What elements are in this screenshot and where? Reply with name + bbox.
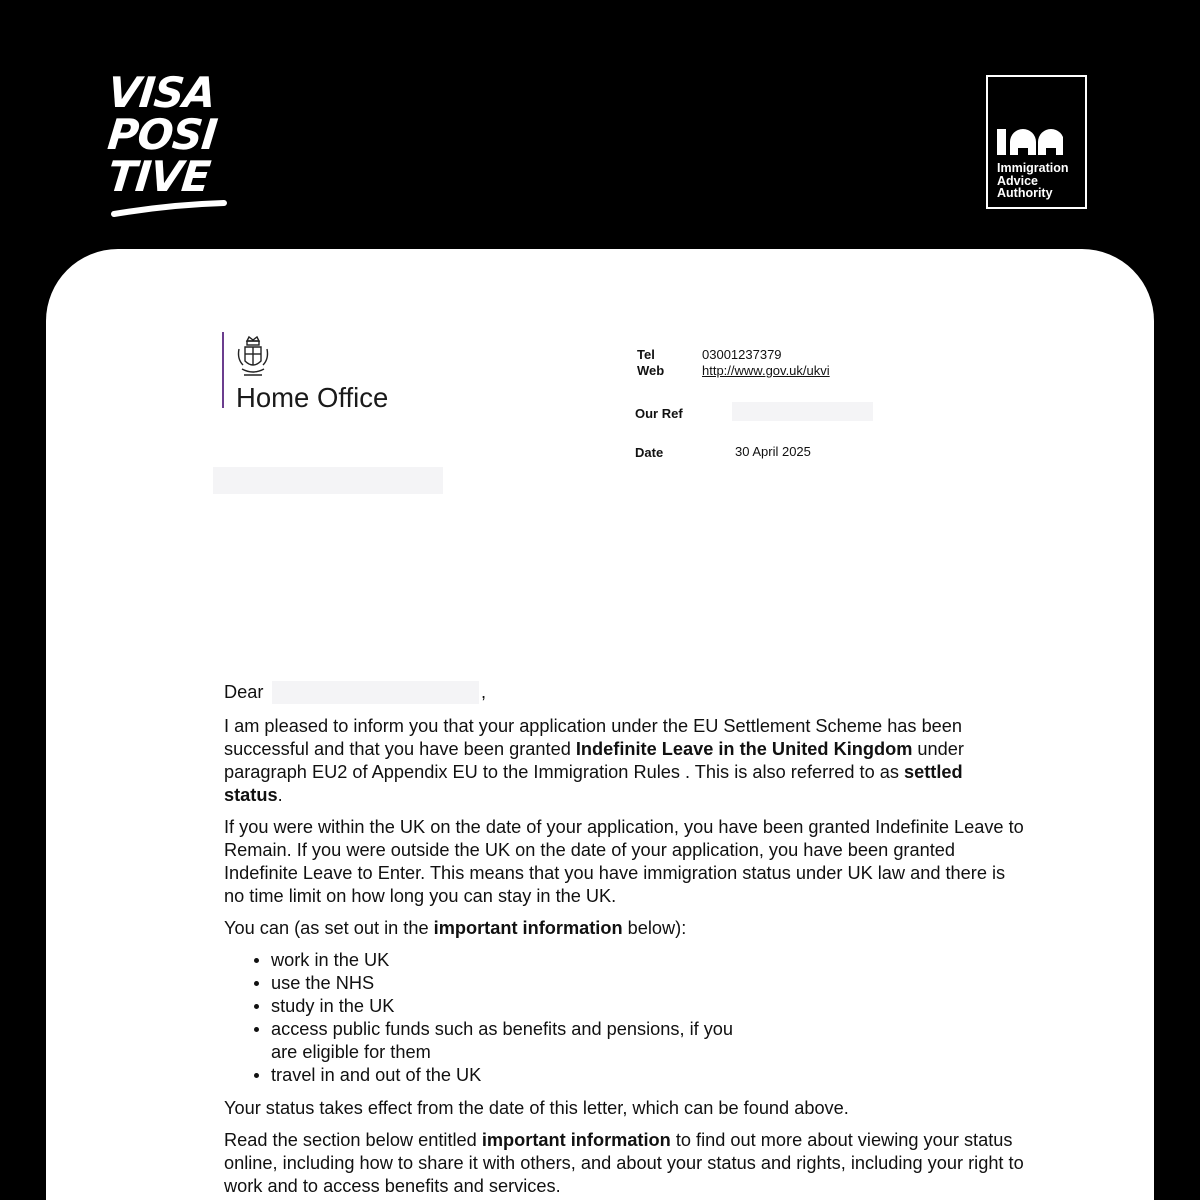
salutation-text: Dear: [224, 682, 264, 702]
ref-redaction: [732, 402, 873, 421]
department-name: Home Office: [236, 382, 389, 413]
paragraph-effective: Your status takes effect from the date of this letter, which can be found above.: [224, 1098, 849, 1118]
iaa-name-line: Immigration: [997, 161, 1069, 175]
ref-label: Our Ref: [635, 406, 683, 421]
logo-line: POSI: [105, 110, 220, 159]
list-item: use the NHS: [224, 972, 1024, 995]
paragraph-you-can: [224, 917, 1024, 940]
home-office-logo: [222, 332, 389, 413]
letter-card: [46, 249, 1154, 1200]
p1-text-a: I am pleased to inform you that your application under the EU Settlement Scheme has been successful and that you have been granted: [224, 716, 963, 759]
list-item: study in the UK: [224, 995, 1024, 1018]
iaa-mark-icon: [997, 129, 1063, 155]
salutation: Dear ,: [224, 682, 487, 702]
royal-crest-icon: [236, 335, 270, 381]
tel-value: 03001237379: [702, 347, 782, 362]
p3-text-c: below):: [622, 918, 687, 938]
list-item: access public funds such as benefits and pensions, if you are eligible for them: [224, 1018, 734, 1064]
p1-bold-leave: Indefinite Leave in the United Kingdom: [575, 739, 913, 759]
visa-positive-logo: [105, 68, 233, 222]
p5-text-a: Read the section below entitled: [224, 1130, 482, 1150]
iaa-name: [997, 162, 1087, 200]
rights-list: [224, 949, 1024, 1087]
paragraph-grant: [224, 715, 1024, 807]
tel-label: Tel: [637, 347, 655, 362]
p5-text-c: to find out more about viewing your status online, including how to share it with others, and about your status and rights, including your right to work and to access benefits and services.: [224, 1130, 1024, 1196]
date-value: 30 April 2025: [735, 444, 811, 459]
web-link[interactable]: http://www.gov.uk/ukvi: [702, 363, 830, 378]
iaa-name-line: Advice: [997, 173, 1038, 188]
letter-body: [224, 681, 1024, 1200]
p3-bold: important information: [433, 918, 623, 938]
date-label: Date: [635, 445, 664, 460]
address-redaction: [213, 467, 443, 494]
recipient-redaction: [272, 681, 479, 704]
p5-bold: important information: [481, 1130, 671, 1150]
list-item: travel in and out of the UK: [224, 1064, 1024, 1087]
p1-text-e: .: [277, 785, 283, 805]
list-item: work in the UK: [224, 949, 1024, 972]
paragraph-leave-type: If you were within the UK on the date of your application, you have been granted Indefinite Leave to Remain. If you were outside the UK on the date of your application, you have been granted Indefinite Leave to Enter. This means that you have immigration status under UK law and there is no time limit on how long you can stay in the UK.: [224, 817, 1024, 906]
logo-line: VISA: [105, 68, 218, 117]
p3-text-a: You can (as set out in the: [224, 918, 434, 938]
paragraph-read-more: [224, 1129, 1024, 1198]
web-label: Web: [637, 363, 665, 378]
logo-underline-icon: [110, 200, 230, 220]
logo-line: TIVE: [105, 152, 213, 201]
iaa-badge: [986, 75, 1087, 209]
p1-bold-settled: settled status: [224, 762, 963, 805]
p1-text-c: under paragraph EU2 of Appendix EU to the Immigration Rules . This is also referred to as: [224, 739, 964, 782]
iaa-name-line: Authority: [997, 186, 1053, 200]
